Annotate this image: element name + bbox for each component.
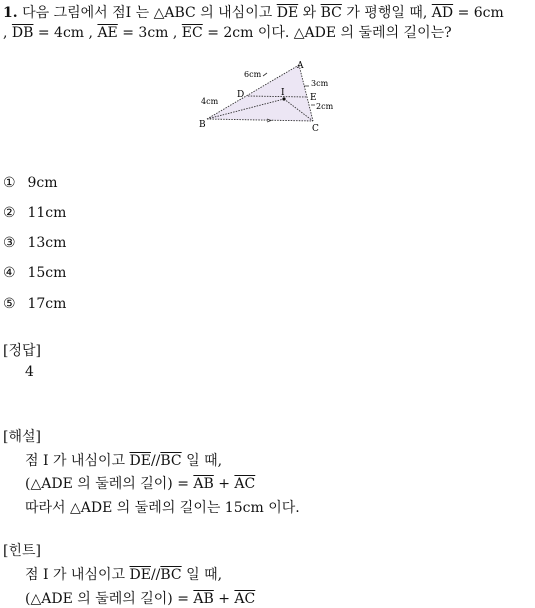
segment-ae: $\overline{AE}$ (97, 25, 118, 41)
explanation-text: (△ADE 의 둘레의 길이) = (25, 476, 189, 492)
choice-marker: ⑤ (3, 296, 16, 312)
segment-ac: $\overline{AC}$ (234, 476, 256, 492)
length-label-ae: 3cm (311, 79, 329, 88)
dimension-tick (263, 73, 267, 76)
triangle-figure (195, 58, 365, 138)
segment-ab: $\overline{AB}$ (193, 476, 214, 492)
question-text: 가 평행일 때, (346, 5, 428, 21)
length-label-ec: 2cm (316, 102, 334, 111)
segment-bc: $\overline{BC}$ (320, 5, 342, 21)
choice-text: 15cm (27, 265, 67, 281)
length-ad: = 6cm (457, 5, 504, 21)
question-text: , (3, 25, 8, 41)
segment-de: $\overline{DE}$ (129, 567, 151, 583)
question-text: 다음 그림에서 점I 는 △ABC 의 내심이고 (22, 5, 273, 21)
length-label-db: 4cm (201, 97, 219, 106)
choice-marker: ③ (3, 235, 16, 251)
plus-symbol: + (218, 591, 230, 607)
choice-text: 13cm (27, 235, 67, 251)
segment-ac: $\overline{AC}$ (234, 591, 256, 607)
choice-1[interactable] (3, 175, 57, 191)
segment-db: $\overline{DB}$ (11, 25, 34, 41)
question-line-2 (3, 23, 452, 43)
hint-text: 점 I 가 내심이고 (25, 567, 126, 583)
question-text: 와 (302, 5, 317, 21)
label-e: E (310, 93, 317, 103)
plus-symbol: + (218, 476, 230, 492)
explanation-line-3: 따라서 △ADE 의 둘레의 길이는 15cm 이다. (25, 500, 300, 516)
segment-bc: $\overline{BC}$ (160, 567, 182, 583)
choice-3[interactable] (3, 235, 66, 251)
choice-2[interactable] (3, 205, 66, 221)
segment-de: $\overline{DE}$ (276, 5, 299, 21)
choice-marker: ④ (3, 265, 16, 281)
label-a: A (297, 61, 304, 71)
explanation-text: 일 때, (186, 453, 223, 469)
parallel-symbol: // (150, 453, 161, 469)
choice-5[interactable] (3, 296, 66, 312)
label-d: D (237, 90, 245, 100)
hint-text: 일 때, (186, 567, 223, 583)
length-db: = 4cm , (37, 25, 93, 41)
length-label-ad: 6cm (244, 70, 262, 79)
answer-heading: [정답] (3, 343, 41, 359)
question-line-1 (3, 3, 504, 23)
choice-text: 9cm (27, 175, 58, 191)
explanation-line-2 (25, 473, 255, 493)
hint-line-1 (25, 564, 222, 584)
hint-heading: [힌트] (3, 543, 41, 559)
choice-marker: ② (3, 205, 16, 221)
answer-value: 4 (25, 364, 34, 380)
segment-de: $\overline{DE}$ (129, 453, 151, 469)
label-c: C (312, 124, 319, 134)
question-number: 1. (3, 5, 18, 21)
length-ae: = 3cm , (122, 25, 178, 41)
label-i: I (281, 88, 285, 98)
choice-text: 17cm (27, 296, 67, 312)
segment-ec: $\overline{EC}$ (181, 25, 203, 41)
explanation-line-1 (25, 450, 222, 470)
choice-text: 11cm (27, 205, 67, 221)
triangle-diagram (195, 58, 365, 138)
hint-line-2 (25, 588, 255, 608)
hint-text: (△ADE 의 둘레의 길이) = (25, 591, 189, 607)
explanation-text: 점 I 가 내심이고 (25, 453, 126, 469)
parallel-symbol: // (150, 567, 161, 583)
choice-4[interactable] (3, 265, 66, 281)
explanation-heading: [해설] (3, 429, 41, 445)
choice-marker: ① (3, 175, 16, 191)
segment-bc: $\overline{BC}$ (160, 453, 182, 469)
segment-ad: $\overline{AD}$ (431, 5, 454, 21)
segment-ab: $\overline{AB}$ (193, 591, 214, 607)
length-ec: = 2cm 이다. △ADE 의 둘레의 길이는? (207, 25, 452, 41)
label-b: B (199, 120, 206, 130)
